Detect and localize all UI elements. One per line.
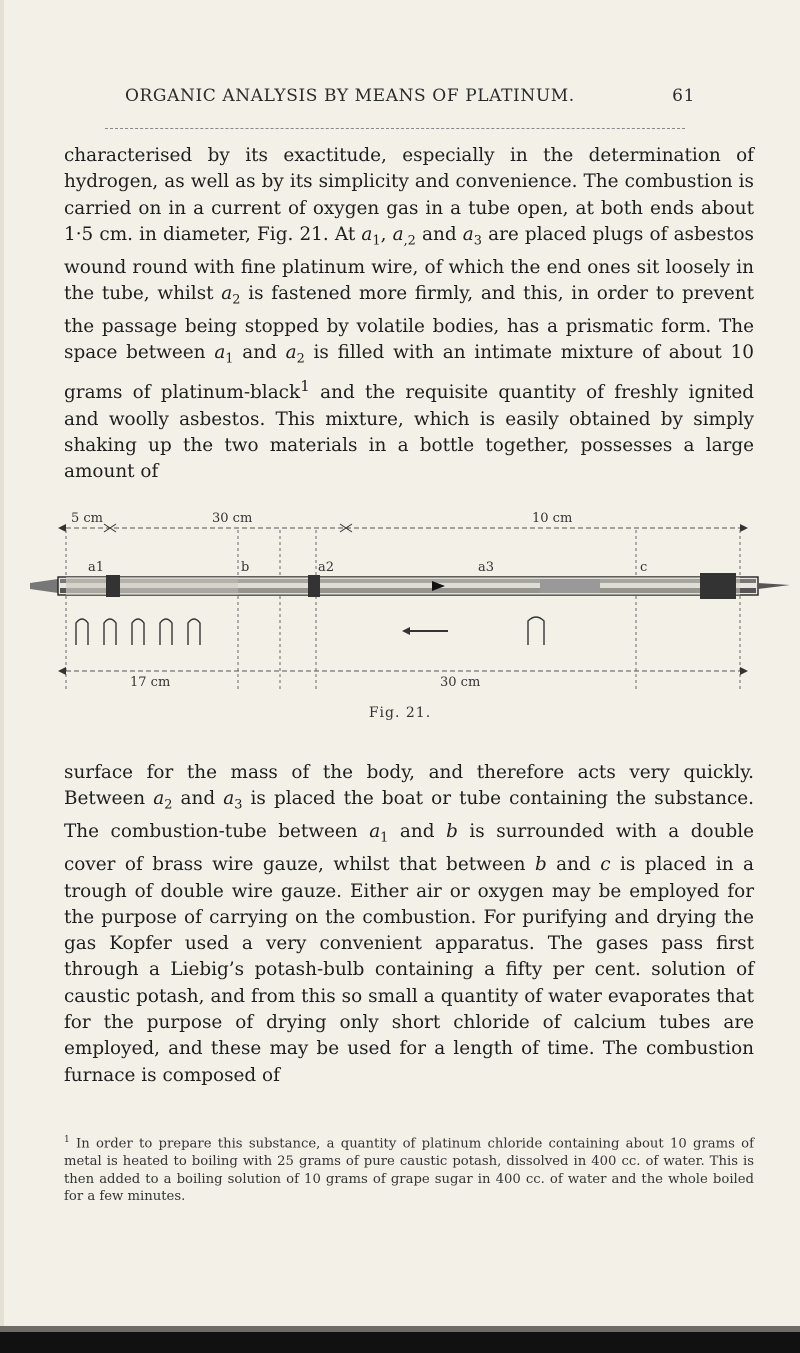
plug-a1 [106, 575, 120, 597]
footnote-marker: 1 [64, 1135, 70, 1145]
guide-lines [66, 530, 740, 690]
arrow-left-icon [402, 627, 410, 635]
tube-outlet [758, 583, 790, 589]
plug-a3 [540, 579, 600, 593]
body-paragraph-2: surface for the mass of the body, and therefore acts very quickly. Between $a_2$ and $a_3$ is placed the boat or tube containing the substance. The combustion-tube between $a_1$ and b is surrounded with a double cover of brass wire gauze, whilst that between b and c is placed in a trough of double wire gauze. Either air or oxygen may be employed for the purpose of carrying on the combustion. For purifying and drying the gas Kopfer used a very convenient apparatus. The gases pass first through a Liebig’s potash-bulb containing a fifty per cent. solution of caustic potash, and from this so small a quantity of water evaporates that for the purpose of drying only short chloride of calcium tubes are employed, and these may be used for a length of time. The combustion furnace is composed of [64, 762, 755, 1086]
plug-a2 [308, 575, 320, 597]
combustion-tube-diagram [0, 495, 800, 705]
dim-10cm: 10 cm [532, 511, 573, 526]
header-rule [105, 128, 685, 129]
body-paragraph-1: characterised by its exactitude, especially in the determination of hydrogen, as well as by its simplicity and convenience. The combustion is carried on in a current of oxygen gas in a tube open, at both ends about 1·5 cm. in diameter, Fig. 21. At $a_1$, $a_{,2}$ and $a_3$ are placed plugs of asbestos wound round with fine platinum wire, of which the end ones sit loosely in the tube, whilst $a_2$ is fastened more firmly, and this, in order to prevent the passage being stopped by volatile bodies, has a prismatic form. The space between $a_1$ and $a_2$ is filled with an intimate mixture of about 10 grams of platinum-black$^1$ and the requisite quantity of freshly ignited and woolly asbestos. This mixture, which is easily obtained by simply shaking up the two materials in a bottle together, possesses a large amount of [64, 145, 754, 483]
running-title: ORGANIC ANALYSIS BY MEANS OF PLATINUM. [125, 86, 575, 106]
label-c: c [640, 560, 648, 575]
burners [76, 617, 544, 645]
combustion-tube [30, 573, 790, 599]
scan-edge-gradient [0, 1326, 800, 1332]
tube-inlet [30, 579, 58, 593]
label-a2: a2 [318, 560, 335, 575]
stopper-c [700, 573, 736, 599]
dim-30cm: 30 cm [212, 511, 253, 526]
arrow-right-icon [740, 524, 748, 532]
arrow-left-icon [58, 524, 66, 532]
dim-5cm: 5 cm [71, 511, 104, 526]
dim-30cm-bottom: 30 cm [440, 675, 481, 690]
dim-17cm: 17 cm [130, 675, 171, 690]
footnote-text: In order to prepare this substance, a quantity of platinum chloride containing about 10 grams of metal is heated to boiling with 25 grams of pure caustic potash, dissolved in 400 cc. of water. This is then added to a boiling solution of 10 grams of grape sugar in 400 cc. of water and the whole boiled for a few minutes. [64, 1136, 754, 1205]
page-number: 61 [672, 86, 695, 106]
figure-21 [0, 495, 800, 740]
label-a3: a3 [478, 560, 495, 575]
label-b: b [241, 560, 250, 575]
footnote [64, 1132, 754, 1206]
label-a1: a1 [88, 560, 105, 575]
arrow-left-icon [58, 667, 66, 675]
brass-gauze-cover [66, 577, 238, 595]
figure-caption: Fig. 21. [368, 705, 432, 721]
arrow-right-icon [740, 667, 748, 675]
footnote-ref: 1 [300, 377, 310, 396]
scan-bottom-edge [0, 1330, 800, 1353]
